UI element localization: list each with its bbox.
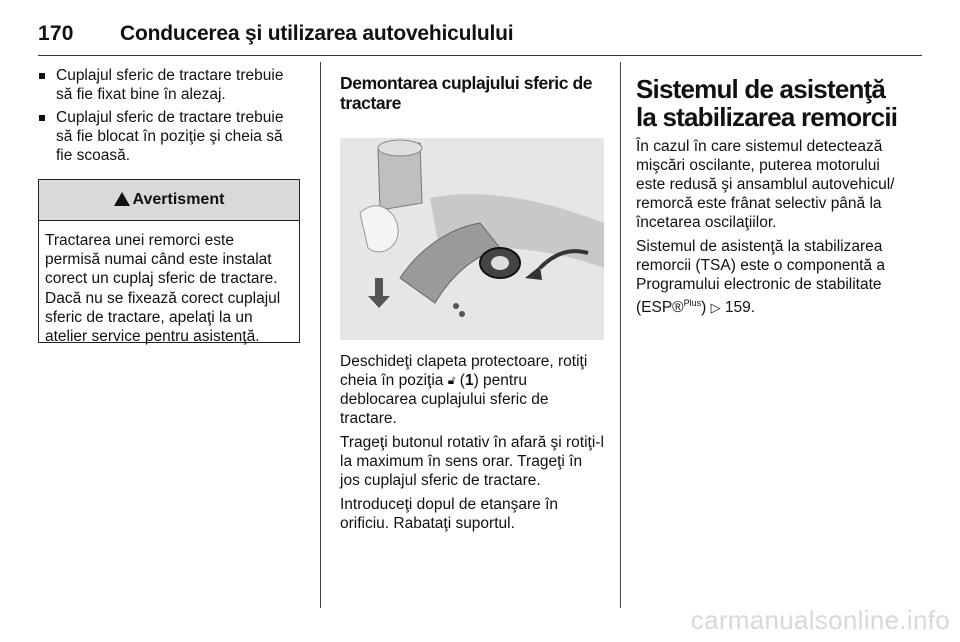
warning-box bbox=[38, 179, 300, 346]
list-item bbox=[38, 66, 300, 104]
warning-text: Tractarea unei remorci este permisă numai când este instalat corect un cuplaj sferic de tractare. Dacă nu se fixează corect cuplajul sferic de tractare, apelaţi la un atelier service pentru asistenţă. bbox=[45, 232, 281, 346]
column-middle bbox=[340, 62, 604, 532]
section-body bbox=[340, 352, 604, 538]
paragraph: Sistemul de asistenţă la stabilizarea remorcii (TSA) este o componentă a Programului electronic de stabilitate (ESP®$^{Plus}$) ▷ 159. bbox=[636, 238, 885, 317]
page-title: Conducerea şi utilizarea autovehiculului bbox=[120, 22, 514, 45]
section-heading: Sistemul de asistenţă la stabilizarea remorcii bbox=[636, 74, 898, 132]
page-header bbox=[38, 10, 922, 54]
column-divider bbox=[620, 62, 621, 608]
bullet-square-icon bbox=[39, 73, 45, 79]
warning-title: Avertisment bbox=[132, 191, 225, 208]
column-divider bbox=[320, 62, 321, 608]
watermark: carmanualsonline.info bbox=[690, 605, 950, 635]
bullet-list bbox=[38, 66, 300, 165]
padlock-open-icon: 🔓︎ bbox=[447, 373, 456, 387]
column-left bbox=[38, 62, 300, 346]
bullet-text: Cuplajul sferic de tractare trebuie să fie fixat bine în alezaj. bbox=[56, 67, 284, 103]
paragraph: Introduceţi dopul de etanşare în orificiu. Rabataţi suportul. bbox=[340, 496, 559, 532]
page-reference-link[interactable]: 159. bbox=[720, 299, 756, 317]
header-divider bbox=[38, 55, 922, 56]
warning-header bbox=[39, 180, 299, 221]
column-right bbox=[636, 62, 906, 322]
bullet-square-icon bbox=[39, 115, 45, 121]
section-heading: Demontarea cuplajului sferic de tractare bbox=[340, 73, 593, 113]
page-number: 170 bbox=[38, 22, 74, 45]
bullet-text: Cuplajul sferic de tractare trebuie să fie blocat în poziţie şi cheia să fie scoasă. bbox=[56, 109, 284, 164]
paragraph: Deschideţi clapeta protectoare, rotiţi cheia în poziţia 🔓︎ (1) pentru deblocarea cuplajului sferic de tractare. bbox=[340, 353, 588, 427]
paragraph: Trageţi butonul rotativ în afară şi rotiţi-l la maximum în sens orar. Trageţi în jos cuplajul sferic de tractare. bbox=[340, 434, 604, 489]
paragraph: În cazul în care sistemul detectează mişcări oscilante, puterea motorului este redusă şi ansamblul autovehicul/ remorcă este frânat selectiv până la încetarea oscilaţiilor. bbox=[636, 138, 895, 231]
towbar-removal-illustration bbox=[340, 128, 604, 340]
warning-triangle-icon bbox=[114, 192, 130, 206]
arrow-ref-icon[interactable]: ▷ bbox=[710, 300, 721, 316]
list-item bbox=[38, 108, 300, 165]
